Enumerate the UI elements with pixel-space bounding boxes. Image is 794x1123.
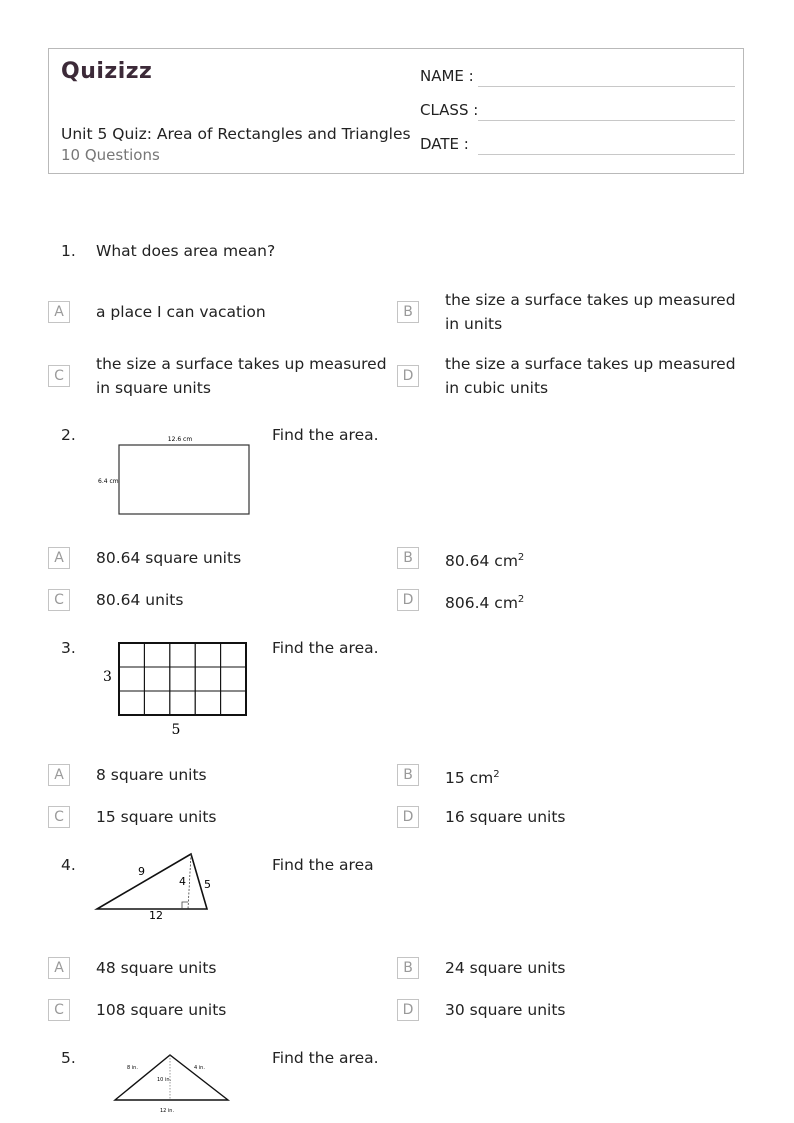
q2-option-d-exponent: 2 bbox=[517, 594, 525, 605]
q4-option-a-box[interactable]: A bbox=[48, 957, 70, 979]
q1-option-d-box[interactable]: D bbox=[397, 365, 419, 387]
q2-top-label: 12.6 cm bbox=[167, 436, 193, 443]
q3-grid-cell bbox=[170, 667, 195, 691]
q5-right-side-label: 4 in. bbox=[194, 1065, 205, 1071]
q1-option-b-box[interactable]: B bbox=[397, 301, 419, 323]
question-count: 10 Questions bbox=[61, 146, 160, 164]
question-1-number: 1. bbox=[61, 242, 76, 260]
q3-grid-cell bbox=[221, 643, 246, 667]
q1-option-c-text: the size a surface takes up measured in square units bbox=[96, 355, 387, 397]
q3-option-b-text bbox=[445, 763, 745, 790]
q4-option-d-text: 30 square units bbox=[445, 1001, 566, 1019]
q3-grid-cell bbox=[119, 667, 144, 691]
date-line[interactable] bbox=[478, 154, 735, 155]
q1-option-b-text: the size a surface takes up measured in units bbox=[445, 291, 736, 333]
q2-option-c-box[interactable]: C bbox=[48, 589, 70, 611]
q3-option-d-text: 16 square units bbox=[445, 808, 566, 826]
q2-option-b-box[interactable]: B bbox=[397, 547, 419, 569]
q4-triangle-figure bbox=[96, 850, 226, 925]
q1-option-c-box[interactable]: C bbox=[48, 365, 70, 387]
q3-option-b-box[interactable]: B bbox=[397, 764, 419, 786]
question-1-text: What does area mean? bbox=[96, 242, 276, 260]
q2-option-a-box[interactable]: A bbox=[48, 547, 70, 569]
q5-base-label: 12 in. bbox=[159, 1108, 175, 1114]
q2-rectangle bbox=[119, 445, 249, 514]
quiz-header bbox=[48, 48, 744, 174]
q5-triangle bbox=[115, 1055, 228, 1100]
q3-grid-cell bbox=[119, 643, 144, 667]
question-4-text: Find the area bbox=[272, 856, 374, 874]
quizizz-logo: Quizizz bbox=[61, 59, 153, 84]
name-line[interactable] bbox=[478, 86, 735, 87]
date-label: DATE : bbox=[420, 135, 469, 153]
q1-option-a-box[interactable]: A bbox=[48, 301, 70, 323]
name-label: NAME : bbox=[420, 67, 474, 85]
name-field[interactable] bbox=[420, 67, 735, 89]
q2-rectangle-figure bbox=[96, 430, 256, 520]
q3-option-a-box[interactable]: A bbox=[48, 764, 70, 786]
q4-option-b-box[interactable]: B bbox=[397, 957, 419, 979]
q3-option-b-exponent: 2 bbox=[493, 769, 500, 780]
question-5-number: 5. bbox=[61, 1049, 76, 1067]
question-2-number: 2. bbox=[61, 426, 76, 444]
q2-side-label: 6.4 cm bbox=[98, 478, 119, 485]
q4-option-a-text: 48 square units bbox=[96, 959, 217, 977]
class-label: CLASS : bbox=[420, 101, 479, 119]
q1-option-a-text: a place I can vacation bbox=[96, 303, 266, 321]
q3-grid-cell bbox=[195, 643, 220, 667]
question-2-text: Find the area. bbox=[272, 426, 379, 444]
q3-grid-figure bbox=[96, 640, 256, 740]
question-3-text: Find the area. bbox=[272, 639, 379, 657]
q3-grid-cell bbox=[119, 691, 144, 715]
q4-right-side-label: 5 bbox=[204, 878, 211, 891]
quiz-title: Unit 5 Quiz: Area of Rectangles and Triangles bbox=[61, 125, 411, 143]
date-field[interactable] bbox=[420, 135, 735, 157]
q2-option-b-exponent: 2 bbox=[517, 552, 525, 563]
q4-option-c-box[interactable]: C bbox=[48, 999, 70, 1021]
q2-option-d-box[interactable]: D bbox=[397, 589, 419, 611]
q3-grid-cell bbox=[195, 667, 220, 691]
class-field[interactable] bbox=[420, 101, 735, 123]
q5-left-side-label: 8 in. bbox=[127, 1065, 138, 1071]
q3-grid-cell bbox=[144, 691, 169, 715]
q4-option-d-box[interactable]: D bbox=[397, 999, 419, 1021]
q3-bottom-label: 5 bbox=[171, 722, 181, 738]
q3-grid-cell bbox=[221, 667, 246, 691]
q3-grid-cell bbox=[144, 643, 169, 667]
q4-height-label: 4 bbox=[179, 875, 186, 888]
q2-option-d-text bbox=[445, 588, 745, 615]
class-line[interactable] bbox=[478, 120, 735, 121]
q5-height-label: 10 in. bbox=[157, 1077, 172, 1083]
q3-grid-cell bbox=[195, 691, 220, 715]
q3-grid-cell bbox=[144, 667, 169, 691]
q3-grid-cell bbox=[170, 643, 195, 667]
q4-option-b-text: 24 square units bbox=[445, 959, 566, 977]
q4-height-line bbox=[188, 854, 191, 909]
q2-option-b-text bbox=[445, 546, 745, 573]
q5-triangle-figure bbox=[110, 1050, 235, 1115]
q3-option-d-box[interactable]: D bbox=[397, 806, 419, 828]
q4-option-c-text: 108 square units bbox=[96, 1001, 227, 1019]
q3-option-a-text: 8 square units bbox=[96, 766, 207, 784]
q2-option-d-value: 806.4 cm bbox=[445, 594, 518, 613]
q2-option-b-value: 80.64 cm bbox=[445, 552, 518, 571]
q2-option-c-text: 80.64 units bbox=[96, 591, 184, 609]
q3-side-label: 3 bbox=[103, 669, 112, 685]
q3-grid-border bbox=[119, 643, 246, 715]
question-3-number: 3. bbox=[61, 639, 76, 657]
q2-option-a-text: 80.64 square units bbox=[96, 549, 242, 567]
q4-base-label: 12 bbox=[149, 909, 163, 922]
q3-grid-cell bbox=[170, 691, 195, 715]
q1-option-d-text: the size a surface takes up measured in cubic units bbox=[445, 355, 736, 397]
question-4-number: 4. bbox=[61, 856, 76, 874]
question-5-text: Find the area. bbox=[272, 1049, 379, 1067]
q3-option-b-value: 15 cm bbox=[445, 769, 494, 788]
q3-grid-cell bbox=[221, 691, 246, 715]
q3-unit-grid bbox=[119, 643, 246, 715]
q3-option-c-box[interactable]: C bbox=[48, 806, 70, 828]
q4-left-side-label: 9 bbox=[138, 865, 145, 878]
q4-right-angle-mark bbox=[182, 902, 188, 909]
q3-option-c-text: 15 square units bbox=[96, 808, 217, 826]
